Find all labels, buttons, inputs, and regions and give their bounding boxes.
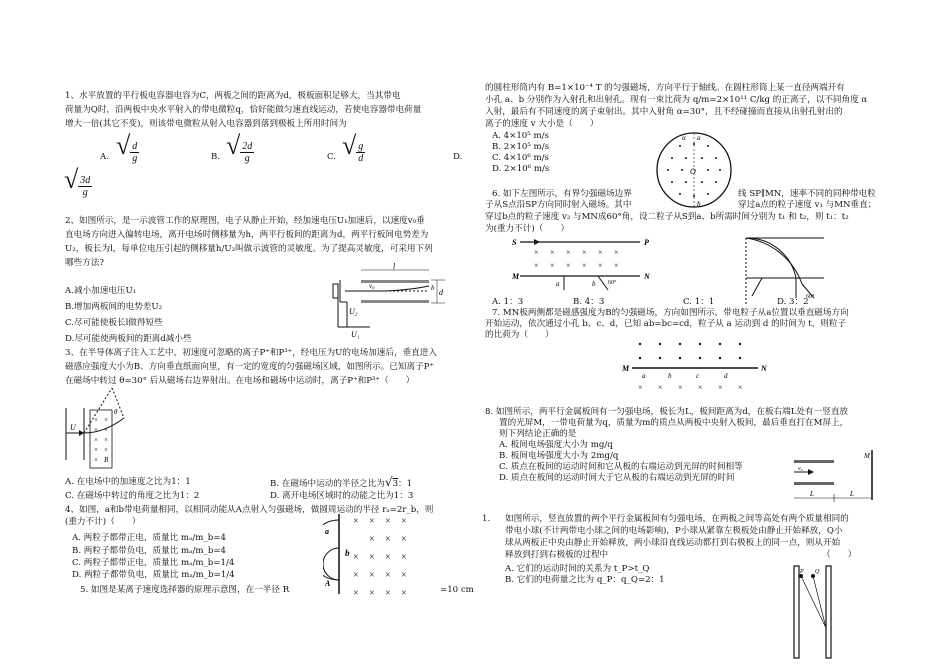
q7-line1: 7. MN板两侧都是磁感强度为B的匀强磁场，方向如图所示，带电粒子从a位置以垂直磁场方向 (492, 308, 849, 318)
svg-text:×: × (614, 261, 619, 270)
q1-option-d: D. (453, 152, 463, 162)
q5-cont-line2: 小孔 a、b 分别作为入射孔和出射孔。现有一束比荷为 q/m=2×10¹¹ C/kg 的正离子，以不同角度 α (485, 95, 868, 105)
q1-radical-c: √ $\frac{g}{d}$ (342, 131, 364, 164)
svg-text:c: c (696, 372, 700, 380)
svg-text:d: d (724, 372, 728, 380)
svg-text:S: S (512, 238, 517, 247)
svg-text:×: × (104, 436, 108, 444)
q6-left-figure (512, 236, 652, 294)
q5-cont-line1: 的圆柱形筒内有 B=1×10⁻⁴ T 的匀强磁场，方向平行于轴线。在圆柱形筒上某一直径两端开有 (485, 83, 845, 93)
q4-option-b: B. 两粒子都带负电，质量比 mₐ/m_b=4 (72, 546, 227, 556)
svg-text:a: a (697, 134, 701, 142)
q2-option-c: C.尽可能使板长l做得短些 (65, 318, 163, 328)
q6-option-c: C. 1：1 (683, 297, 715, 307)
svg-text:×: × (94, 416, 98, 424)
q3-line1: 3、在半导体离子注入工艺中，初速度可忽略的离子P⁺和P³⁺，经电压为U的电场加速后，垂直进入 (65, 348, 437, 358)
q7-line2: 开始运动，依次通过小孔 b、c、d，已知 ab=bc=cd，粒子从 a 运动到 d 的时间为 t，则粒子 (485, 319, 847, 329)
q6-option-a: A. 1：3 (492, 297, 524, 307)
svg-text:a: a (642, 372, 646, 380)
q2-line4: 哪些方法? (65, 258, 104, 268)
svg-text:N: N (644, 272, 650, 281)
q6-option-b: B. 4：3 (573, 297, 605, 307)
svg-text:×: × (94, 436, 98, 444)
svg-text:b: b (345, 548, 350, 558)
q2-option-d: D.尽可能使两板间的距离d减小些 (65, 334, 192, 344)
svg-text:P: P (800, 569, 804, 575)
q8-option-b: B. 板间电场强度大小为 2mg/q (499, 451, 619, 461)
svg-text:×: × (385, 570, 391, 581)
svg-text:×: × (582, 261, 587, 270)
q3-line3: 在磁场中转过 θ=30° 后从磁场右边界射出。在电场和磁场中运动时，离子P⁺和P³⁺（ ） (65, 376, 415, 386)
svg-text:h: h (431, 284, 435, 292)
svg-text:×: × (738, 383, 743, 392)
svg-text:×: × (369, 588, 375, 598)
q6-option-d: D. 3：2 (777, 297, 809, 307)
svg-text:v₀: v₀ (798, 466, 803, 472)
q3-option-a: A. 在电场中的加速度之比为1：1 (65, 477, 191, 487)
svg-text:×: × (401, 552, 407, 563)
svg-text:M: M (622, 364, 630, 373)
svg-text:×: × (369, 552, 375, 563)
svg-text:b: b (668, 372, 672, 380)
q1-option-b: B. (211, 152, 221, 162)
q9-line4: 释放到打到右极板的过程中 (505, 550, 609, 560)
q3-line2: 磁感应强度大小为B、方向垂直纸面向里，有一定的宽度的匀强磁场区域，如图所示。已知离子P⁺ (65, 362, 434, 372)
q6-line1b: 线 SP∥MN，速率不同的同种带电粒 (738, 189, 876, 199)
q9-option-b: B. 它们的电荷量之比为 q_P：q_Q=2：1 (505, 575, 665, 585)
svg-text:×: × (550, 248, 555, 257)
svg-text:A: A (325, 579, 331, 588)
svg-text:×: × (598, 261, 603, 270)
q2-option-b: B.增加两板间的电势差U₂ (65, 302, 163, 312)
q8-line3: 则下列结论正确的是 (499, 429, 577, 439)
svg-text:×: × (582, 248, 587, 257)
q6-right-figure (740, 228, 830, 306)
svg-text:B: B (104, 456, 109, 464)
svg-text:×: × (104, 416, 108, 424)
svg-text:α: α (682, 134, 686, 142)
svg-text:×: × (698, 383, 703, 392)
q9-line2: 带电小球(不计两带电小球之间的电场影响)，P小球从紧靠左极板处由静止开始释放，Q小 (505, 526, 843, 536)
svg-text:M: M (512, 272, 520, 281)
q9-option-a: A. 它们的运动时间的关系为 t_P>t_Q (505, 564, 650, 574)
q8-option-d: D. 质点在板间的运动时间大于它从板的右端运动到光屏的时间 (499, 473, 735, 483)
svg-text:P: P (644, 238, 649, 247)
svg-text:×: × (353, 588, 359, 598)
svg-text:a: a (325, 527, 329, 536)
svg-text:×: × (385, 588, 391, 598)
q3-option-d: D. 离开电场区域时的动能之比为1：3 (270, 491, 414, 501)
svg-text:×: × (401, 570, 407, 581)
svg-text:×: × (401, 534, 407, 545)
svg-text:×: × (353, 516, 359, 527)
q5-line1-end: =10 cm (440, 585, 474, 595)
svg-text:×: × (638, 383, 643, 392)
svg-text:θ: θ (114, 408, 118, 416)
q2-oscilloscope-figure (325, 262, 450, 342)
svg-text:60°: 60° (608, 280, 617, 286)
q4-line2: (重力不计)（ ） (65, 517, 141, 527)
q5-cylinder-figure (654, 130, 734, 210)
q1-line3: 增大一倍(其它不变)，则该带电微粒从射入电容器到落到极板上所用时间为 (65, 119, 347, 129)
svg-text:×: × (598, 248, 603, 257)
q2-option-a: A.减小加速电压U₁ (65, 286, 137, 296)
q3-magnetic-field-figure (64, 388, 159, 470)
svg-text:l: l (393, 262, 396, 271)
q8-line1: 8. 如图所示，两平行金属板间有一匀强电场，板长为L，板间距离为d，在板右端L处有一竖直放 (485, 407, 849, 417)
q1-radical-a: √ $\frac{d}{g}$ (116, 131, 138, 164)
q9-line4-end: （ ） (822, 550, 857, 560)
svg-text:a: a (556, 280, 560, 288)
svg-text:×: × (658, 383, 663, 392)
svg-text:×: × (104, 426, 108, 434)
q5-option-c: C. 4×10⁶ m/s (492, 153, 549, 163)
svg-text:U₁: U₁ (351, 330, 360, 339)
svg-text:60°: 60° (806, 294, 815, 300)
q8-plates-screen-figure (792, 446, 884, 508)
q9-vertical-plates-figure (786, 562, 842, 662)
q9-line1: 如图所示，竖直放置的两个平行金属板间有匀强电场，在两板之间等高处有两个质量相同的 (505, 514, 849, 524)
q2-line2: 直电场方向进入偏转电场，离开电场时侧移量为h，两平行板间的距离为d，两平行板间电势差为 (65, 230, 429, 240)
q5-option-b: B. 2×10⁵ m/s (492, 142, 550, 152)
q4-option-d: D. 两粒子都带负电，质量比 mₐ/m_b=1/4 (72, 570, 235, 580)
q4-option-a: A. 两粒子都带正电，质量比 mₐ/m_b=4 (72, 533, 226, 543)
svg-text:×: × (353, 570, 359, 581)
q1-radical-d: √ $\frac{3d}{g}$ (64, 165, 91, 198)
svg-text:U: U (70, 423, 76, 432)
q4-line1: 4、如图，a和b带电荷量相同，以相同动能从A点射入匀强磁场，做圆周运动的半径 rₐ=2r_b，则 (65, 505, 434, 515)
q6-line2a: 子从S点沿SP方向同时射入磁场。其中 (485, 200, 632, 210)
q6-line4: 为(重力不计)（ ） (485, 224, 570, 234)
svg-text:O: O (690, 167, 696, 176)
q3-option-c: C. 在磁场中转过的角度之比为1：2 (65, 491, 200, 501)
q6-line3: 穿过b点的粒子速度 v₂ 与MN成60°角，设二粒子从S到a、b所需时间分别为 t₁ 和 t₂，则 t₁：t₂ (485, 212, 849, 222)
q2-line1: 2、如图所示，是一示波管工作的原理图，电子从静止开始，经加速电压U₁加速后，以速度v₀垂 (65, 216, 425, 226)
q3-option-b: B. 在磁场中运动的半径之比为√3：1 (270, 475, 413, 489)
svg-text:×: × (94, 426, 98, 434)
svg-text:×: × (534, 261, 539, 270)
svg-text:×: × (614, 248, 619, 257)
q1-line2: 荷量为Q时，沿两板中央水平射入的带电微粒q，恰好能做匀速直线运动，若使电容器带电荷量 (65, 105, 422, 115)
svg-text:×: × (94, 456, 98, 464)
svg-text:M: M (864, 452, 870, 460)
svg-text:×: × (401, 516, 407, 527)
svg-text:L: L (810, 490, 814, 498)
q6-line2b: 穿过a点的粒子速度 v₁ 与MN垂直； (738, 200, 877, 210)
q9-line3: 球从两板正中央由静止开始释放，两小球沿直线运动都打到右极板上的同一点，则从开始 (505, 538, 841, 548)
svg-text:×: × (566, 248, 571, 257)
svg-text:×: × (566, 261, 571, 270)
q1-line1: 1、水平放置的平行板电容器电容为C，两板之间的距离为d，极板面积足够大，当其带电 (65, 91, 401, 101)
svg-text:d: d (439, 288, 443, 297)
svg-text:×: × (401, 588, 407, 598)
svg-text:×: × (718, 383, 723, 392)
svg-text:×: × (369, 516, 375, 527)
svg-text:×: × (353, 552, 359, 563)
q4-option-c: C. 两粒子都带正电，质量比 mₐ/m_b=1/4 (72, 558, 235, 568)
q8-option-c: C. 质点在板间的运动时间和它从板的右端运动到光屏的时间相等 (499, 462, 743, 472)
q8-option-a: A. 板间电场强度大小为 mg/q (499, 440, 613, 450)
q5-line1: 5. 如图是某离子速度选择器的原理示意图，在一半径 R (80, 585, 290, 595)
svg-text:U₂: U₂ (349, 307, 358, 316)
svg-text:L: L (850, 490, 854, 498)
svg-text:×: × (369, 570, 375, 581)
svg-text:×: × (385, 516, 391, 527)
q2-line3: U₂，板长为l，每单位电压引起的侧移量h/U₂叫做示波管的灵敏度。为了提高灵敏度，可采用下列 (65, 244, 433, 254)
q4-magnetic-field-figure (323, 512, 423, 598)
svg-text:×: × (534, 248, 539, 257)
svg-text:v₀: v₀ (369, 282, 375, 290)
svg-text:b: b (592, 280, 596, 288)
q5-option-a: A. 4×10⁵ m/s (492, 131, 549, 141)
q5-option-d: D. 2×10⁶ m/s (492, 164, 550, 174)
svg-text:×: × (94, 446, 98, 454)
svg-text:×: × (550, 261, 555, 270)
svg-text:×: × (385, 552, 391, 563)
q6-line1a: 6. 如下左图所示，有界匀强磁场边界 (492, 189, 632, 199)
q7-line3: 的比荷为（ ） (485, 330, 554, 340)
q8-line2: 置的光屏M，一带电荷量为q，质量为m的质点从两板中央射入板间，最后垂直打在M屏上， (499, 418, 849, 428)
svg-text:×: × (385, 534, 391, 545)
svg-text:×: × (369, 534, 375, 545)
q9-number: 1. (482, 514, 491, 524)
svg-text:×: × (104, 446, 108, 454)
q5-cont-line4: 离子的速度 v 大小是（ ） (485, 119, 599, 129)
q1-option-c: C. (327, 152, 337, 162)
q1-option-a: A. (100, 152, 109, 162)
svg-text:Q: Q (815, 569, 820, 575)
q7-mn-plate-figure (618, 338, 778, 396)
svg-text:b: b (697, 200, 701, 208)
q5-cont-line3: 入射，最后有不同速度的离子束射出。其中入射角 α=30°，且不经碰撞而直接从出射孔射出的 (485, 107, 843, 117)
svg-text:×: × (678, 383, 683, 392)
svg-text:N: N (761, 364, 767, 373)
q1-radical-b: √ $\frac{2d}{g}$ (226, 131, 253, 164)
